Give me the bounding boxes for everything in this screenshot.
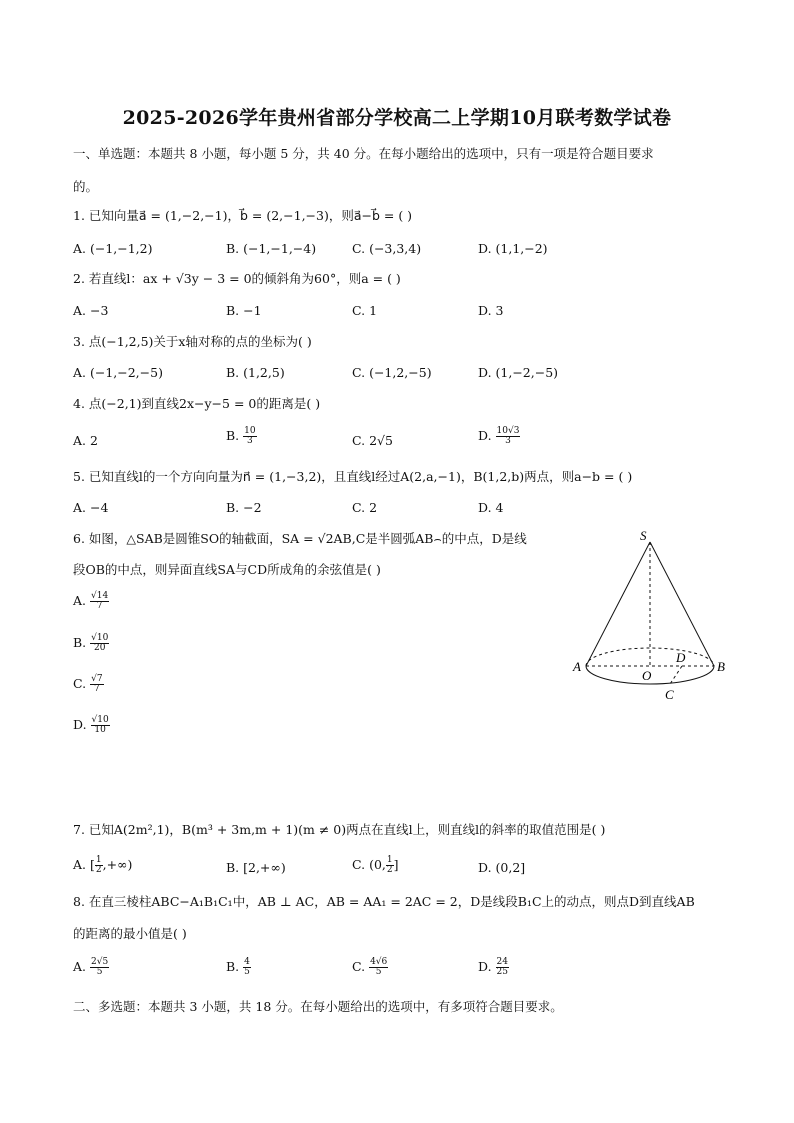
q6-option-a[interactable]: A. $\frac{√14}{7}$ [73, 591, 109, 611]
q3-stem: 3. 点(−1,2,5)关于x轴对称的点的坐标为( ) [73, 334, 312, 349]
q7-option-d[interactable]: D. (0,2] [478, 860, 526, 875]
q1-option-c[interactable]: C. (−3,3,4) [352, 241, 422, 256]
label-D: D [676, 650, 686, 665]
q6-stem-line2: 段OB的中点，则异面直线SA与CD所成角的余弦值是( ) [73, 562, 381, 577]
q3-option-d[interactable]: D. (1,−2,−5) [478, 365, 559, 380]
q4-option-c[interactable]: C. 2√5 [352, 433, 393, 448]
q8-stem-line1: 8. 在直三棱柱ABC−A₁B₁C₁中，AB ⊥ AC，AB = AA₁ = 2AC = 2，D是线段B₁C上的动点，则点D到直线AB [73, 894, 695, 909]
q4-option-b[interactable] [226, 427, 257, 446]
q4-option-d[interactable] [478, 427, 520, 446]
q7-stem: 7. 已知A(2m²,1)，B(m³ + 3m,m + 1)(m ≠ 0)两点在直线l上，则直线l的斜率的取值范围是( ) [73, 822, 606, 837]
q2-option-b[interactable]: B. −1 [226, 303, 262, 318]
page-title: 2025-2026学年贵州省部分学校高二上学期10月联考数学试卷 [122, 107, 672, 129]
q4-option-b-label: B. [226, 428, 240, 443]
q2-option-a[interactable]: A. −3 [73, 303, 109, 318]
label-S: S [640, 528, 647, 543]
q5-option-c[interactable]: C. 2 [352, 500, 378, 515]
label-C: C [665, 687, 674, 702]
section2-heading: 二、多选题：本题共 3 小题，共 18 分。在每小题给出的选项中，有多项符合题目要求。 [73, 999, 563, 1014]
q3-option-a[interactable]: A. (−1,−2,−5) [73, 365, 163, 380]
q5-option-b[interactable]: B. −2 [226, 500, 262, 515]
q2-stem: 2. 若直线l：ax + √3y − 3 = 0的倾斜角为60°，则a = ( ) [73, 271, 401, 286]
q4-option-d-fraction: $\frac{10√3}{3}$ [496, 426, 520, 446]
q7-option-c[interactable]: C. (0, $\frac{1}{2}$ ] [352, 855, 399, 875]
q1-option-a[interactable]: A. (−1,−1,2) [73, 241, 153, 256]
label-B: B [717, 659, 725, 674]
edge-SA [586, 542, 650, 666]
label-A: A [573, 659, 581, 674]
q8-option-d[interactable]: D. $\frac{24}{25}$ [478, 957, 508, 977]
q4-option-b-fraction: $\frac{10}{3}$ [244, 426, 256, 446]
q4-option-a[interactable]: A. 2 [73, 433, 98, 448]
segment-CD [670, 666, 682, 684]
q6-stem-line1: 6. 如图，△SAB是圆锥SO的轴截面，SA = √2AB,C是半圆弧AB⌢的中点，D是线 [73, 531, 527, 546]
q4-option-d-label: D. [478, 428, 492, 443]
q2-option-c[interactable]: C. 1 [352, 303, 378, 318]
q6-option-d[interactable]: D. $\frac{√10}{10}$ [73, 715, 109, 735]
cone-figure [570, 526, 730, 706]
q8-stem-line2: 的距离的最小值是( ) [73, 926, 187, 941]
q5-option-d[interactable]: D. 4 [478, 500, 504, 515]
section1-heading-cont: 的。 [73, 179, 99, 194]
q6-option-c[interactable]: C. $\frac{√7}{7}$ [73, 674, 103, 694]
section1-heading: 一、单选题：本题共 8 小题，每小题 5 分，共 40 分。在每小题给出的选项中，只有一项是符合题目要求 [73, 146, 654, 161]
q3-option-c[interactable]: C. (−1,2,−5) [352, 365, 432, 380]
q1-stem: 1. 已知向量a⃗ = (1,−2,−1)，b⃗ = (2,−1,−3)，则a⃗−b⃗ = ( ) [73, 208, 413, 223]
q8-option-c[interactable]: C. $\frac{4√6}{5}$ [352, 957, 388, 977]
q8-option-a[interactable]: A. $\frac{2√5}{5}$ [73, 957, 109, 977]
q4-stem: 4. 点(−2,1)到直线2x−y−5 = 0的距离是( ) [73, 396, 321, 411]
q1-option-b[interactable]: B. (−1,−1,−4) [226, 241, 317, 256]
q2-option-d[interactable]: D. 3 [478, 303, 504, 318]
q8-option-b[interactable]: B. $\frac{4}{5}$ [226, 957, 250, 977]
edge-SB [650, 542, 714, 666]
label-O: O [642, 668, 652, 683]
q7-option-a[interactable]: A. [ $\frac{1}{2}$ ,+∞) [73, 855, 133, 875]
q7-option-b[interactable]: B. [2,+∞) [226, 860, 286, 875]
q1-option-d[interactable]: D. (1,1,−2) [478, 241, 548, 256]
q5-option-a[interactable]: A. −4 [73, 500, 109, 515]
q3-option-b[interactable]: B. (1,2,5) [226, 365, 285, 380]
q5-stem: 5. 已知直线l的一个方向向量为n⃗ = (1,−3,2)，且直线l经过A(2,a,−1)，B(1,2,b)两点，则a−b = ( ) [73, 469, 633, 484]
q6-option-b[interactable]: B. $\frac{√10}{20}$ [73, 633, 109, 653]
